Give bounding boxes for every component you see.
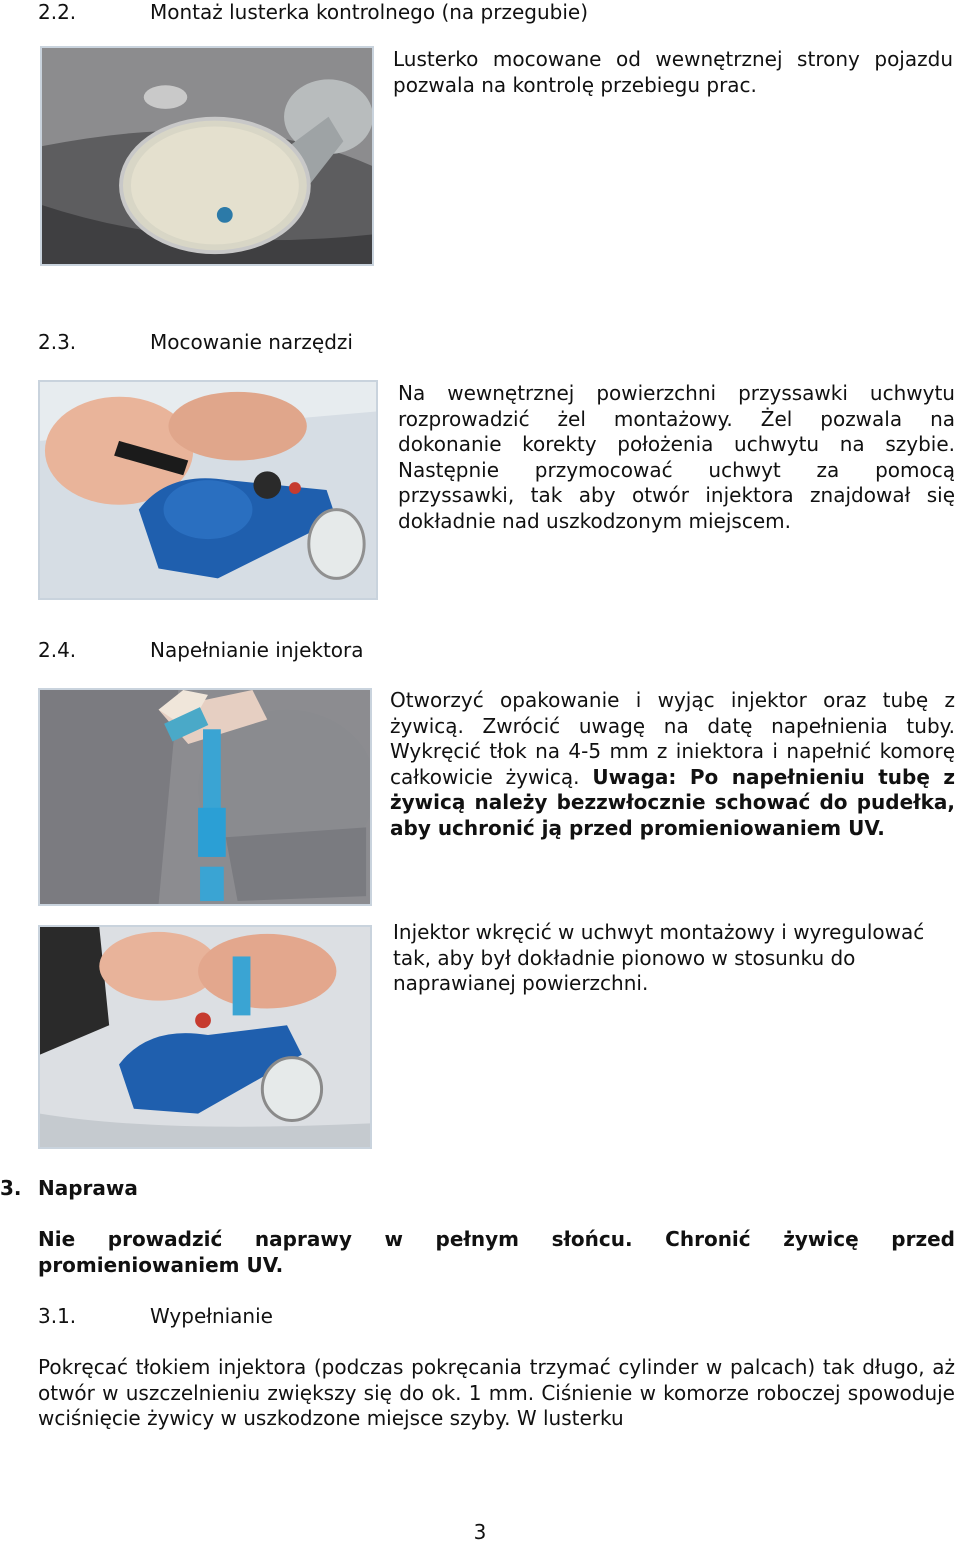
paragraph-2-2: Lusterko mocowane od wewnętrznej strony pojazdu pozwala na kontrolę przebiegu prac. [393,47,953,97]
section-number-3: 3. [0,1176,22,1200]
warning-no-sunlight: Nie prowadzić naprawy w pełnym słońcu. Chronić żywicę przed promieniowaniem UV. [38,1227,955,1277]
paragraph-2-3: Na wewnętrznej powierzchni przyssawki uchwytu rozprowadzić żel montażowy. Żel pozwala na dokonanie korekty położenia uchwytu na szybie. Następnie przymocować uchwyt za pomocą przyssawki, tak aby otwór injektora znajdował się dokładnie nad uszkodzonym miejscem. [398,381,955,533]
section-number-2-4: 2.4. [38,638,77,662]
paragraph-2-4 [390,688,955,841]
section-number-3-1: 3.1. [38,1304,77,1328]
photo-injector-filling [38,688,372,906]
photo-mirror-mount [40,46,374,266]
paragraph-2-4-injector: Injektor wkręcić w uchwyt montażowy i wyregulować tak, aby był dokładnie pionowo w stosunku do naprawianej powierzchni. [393,920,925,995]
page-number: 3 [473,1520,487,1544]
paragraph-3-1: Pokręcać tłokiem injektora (podczas pokręcania trzymać cylinder w palcach) tak długo, aż otwór w uszczelnieniu zwiększy się do ok. 1 mm. Ciśnienie w komorze roboczej spowoduje wciśnięcie żywicy w uszkodzone miejsce szyby. W lusterku [38,1355,955,1430]
section-title-2-4: Napełnianie injektora [150,638,364,662]
photo-holder-mount [38,380,378,600]
section-number-2-3: 2.3. [38,330,77,354]
section-number-2-2: 2.2. [38,0,77,24]
section-title-2-3: Mocowanie narzędzi [150,330,353,354]
section-title-2-2: Montaż lusterka kontrolnego (na przegubie) [150,0,588,24]
paragraph-2-4-text: Otworzyć opakowanie i wyjąc injektor oraz tubę z żywicą. Zwrócić uwagę na datę napełnienia tuby. Wykręcić tłok na 4-5 mm z iniektora i napełnić komorę całkowicie żywicą. [390,688,955,789]
warning-uv-resin: Uwaga: Po napełnieniu tubę z żywicą należy bezzwłocznie schować do pudełka, aby uchronić ją przed promieniowaniem UV. [390,764,956,840]
section-title-3: Naprawa [38,1176,138,1200]
photo-injector-in-holder [38,925,372,1149]
section-title-3-1: Wypełnianie [150,1304,273,1328]
